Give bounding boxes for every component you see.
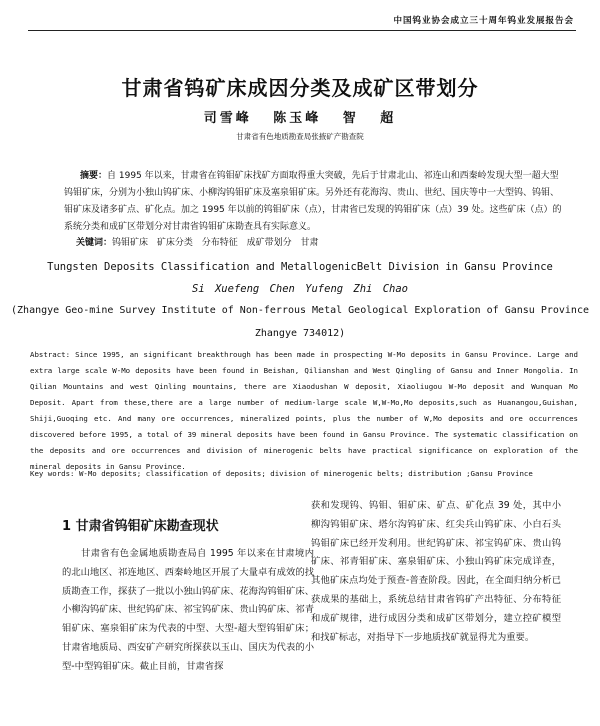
running-header: 中国钨业协会成立三十周年钨业发展报告会 [393, 16, 574, 26]
abstract-en [30, 347, 578, 475]
affiliation-cn: 甘肃省有色地质勘查局张掖矿产勘查院 [236, 132, 364, 141]
city-en: Zhangye 734012) [254, 328, 346, 339]
keywords-en-text: W-Mo deposits; classification of deposits; division of minerogenic belts; distribution ;Gansu Province [78, 469, 533, 478]
abstract-cn-text: 自 1995 年以来，甘肃省在钨钼矿床找矿方面取得重大突破，先后于甘肃北山、祁连山和西秦岭发现大型一超大型钨钼矿床，分别为小独山钨矿床、小柳沟钨钼矿床及塞泉钼矿床。另外还有花海沟、贵山、世纪、国庆等中一大型钨、钨钼、钼矿床及诸多矿点、矿化点。加之 1995 年以前的钨钼矿床（点），甘肃省已发现的钨钼矿床（点）39 处。这些矿床（点）的系统分类和成矿区带划分对甘肃省钨钼矿床勘查具有实际意义。 [64, 171, 562, 232]
keywords-cn-text: 钨钼矿床 矿床分类 分布特征 成矿带划分 甘肃 [112, 238, 319, 248]
keywords-en [30, 469, 590, 478]
body-left-column: 甘肃省有色金属地质勘查局自 1995 年以来在甘肃境内的北山地区、祁连地区、西秦岭地区开展了大量卓有成效的找质勘查工作，探获了一批以小独山钨矿床、花海沟钨钼矿床、小柳沟钨矿床、世纪钨矿床、祁宝钨矿床、贵山钨矿床、祁青钼矿床、塞泉钼矿床为代表的中型、大型-超大型钨钼矿床；甘肃省地质局、西安矿产研究所探获以玉山、国庆为代表的小型-中型钨钼矿床。截止目前，甘肃省探 [62, 548, 314, 672]
abstract-en-label: Abstract: [30, 350, 71, 359]
body-right-column: 获和发现钨、钨钼、钼矿床、矿点、矿化点 39 处，其中小柳沟钨钼矿床、塔尔沟钨矿床、红尖兵山钨矿床、小白石头钨钼矿床已经开发利用。世纪钨矿床、祁宝钨矿床、贵山钨矿床、祁青钼矿床、塞泉钼矿床、小独山钨矿床完成详查，其他矿床点均处于预查-普查阶段。因此，在全面归纳分析已获成果的基础上，系统总结甘肃省钨矿产出特征、分布特征和成矿规律，进行成因分类和成矿区带划分，建立控矿模型和找矿标志，对指导下一步地质找矿就显得尤为重要。 [311, 500, 561, 643]
abstract-cn [64, 168, 564, 236]
abstract-en-text: Since 1995, an significant breakthrough has been made in prospecting W-Mo deposits in Gansu Province. Large and extra large scale W-Mo deposits have been found in Beishan, Qilianshan and West Qingling of Gansu and Inner Mongolia. In Qilian Mountains and west Qinling mountains, there are Xiaodushan W deposit, Xiaoliugou W-Mo deposit and Wunquan Mo Deposit. Apart from these,there are a large number of medium-large scale W,W-Mo,Mo deposits,such as Huanangou,Guishan, Shiji,Guoqing etc. And many ore occurrences, mineralized points, plus the number of W,Mo deposits and ore occurrences discovered before 1995, a total of 39 mineral deposits have been found in Gansu Province. The systematic classification on the deposits and ore occurrences and division of minerogenic belts have practical significance on exploration of the mineral deposits in Gansu Province. [30, 350, 578, 471]
abstract-cn-label: 摘要： [80, 171, 108, 181]
keywords-cn-label: 关键词： [76, 238, 113, 248]
affiliation-en: (Zhangye Geo-mine Survey Institute of Non-ferrous Metal Geological Exploration of Gansu Province [11, 305, 589, 316]
header-rule [28, 30, 576, 31]
authors-cn: 司雪峰 陈玉峰 智 超 [203, 111, 397, 126]
keywords-cn [76, 235, 318, 248]
authors-en: Si Xuefeng Chen Yufeng Zhi Chao [192, 283, 408, 295]
title-en: Tungsten Deposits Classification and MetallogenicBelt Division in Gansu Province [47, 261, 553, 273]
paper-title: 甘肃省钨矿床成因分类及成矿区带划分 [121, 76, 479, 100]
section-heading: 1 甘肃省钨钼矿床勘查现状 [62, 519, 219, 534]
keywords-en-label: Key words: [30, 469, 75, 478]
